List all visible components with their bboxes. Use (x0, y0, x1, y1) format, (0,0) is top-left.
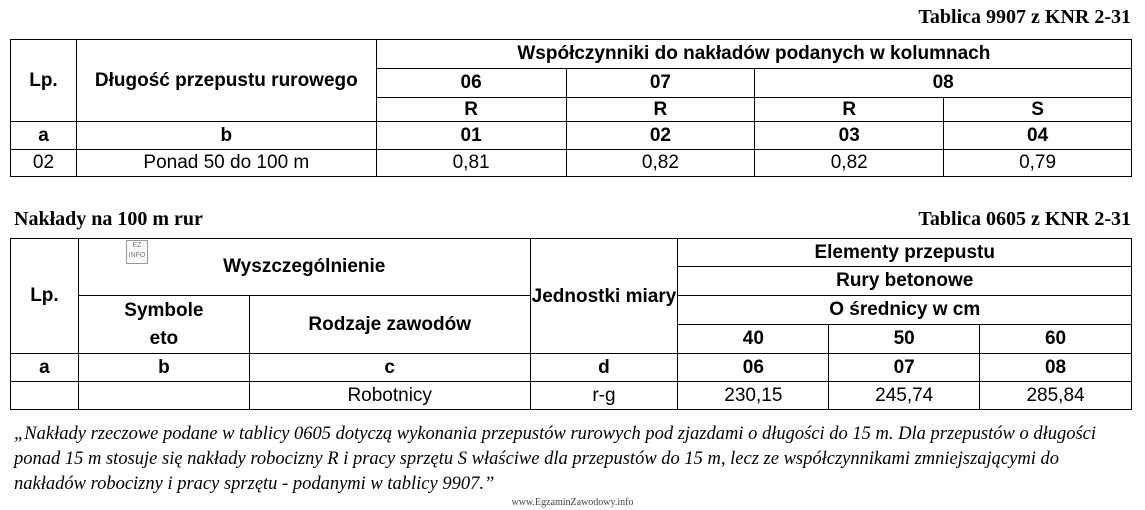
data-cell: 02 (11, 150, 77, 177)
table1-caption: Tablica 9907 z KNR 2-31 (918, 6, 1131, 28)
index-cell: 04 (944, 122, 1132, 150)
data-cell: 0,81 (376, 150, 566, 177)
data-cell: 0,79 (944, 150, 1132, 177)
column-07: 07 (566, 69, 755, 98)
index-cell: b (78, 354, 249, 382)
index-cell: a (11, 122, 77, 150)
type-cell: R (755, 98, 944, 122)
trades-header: Rodzaje zawodów (249, 296, 530, 354)
index-row (11, 354, 1132, 382)
expenditure-table (10, 238, 1132, 410)
coefficients-table (10, 39, 1132, 177)
data-cell (11, 382, 79, 410)
index-cell: b (76, 122, 376, 150)
ez-info-logo: EZ INFO (126, 240, 148, 264)
index-cell: 06 (678, 354, 829, 382)
table-row (11, 382, 1132, 410)
type-cell: R (566, 98, 755, 122)
data-cell (78, 382, 249, 410)
data-cell: 285,84 (980, 382, 1132, 410)
column-06: 06 (376, 69, 566, 98)
diameter-header: O średnicy w cm (678, 296, 1132, 325)
data-cell: r-g (530, 382, 678, 410)
lp-header: Lp. (11, 239, 79, 354)
data-cell: Ponad 50 do 100 m (76, 150, 376, 177)
type-cell: R (376, 98, 566, 122)
index-cell: a (11, 354, 79, 382)
watermark-text: www.EgzaminZawodowy.info (511, 497, 634, 508)
index-cell: d (530, 354, 678, 382)
diameter-cell: 40 (678, 325, 829, 354)
data-cell: 245,74 (829, 382, 980, 410)
index-cell: 01 (376, 122, 566, 150)
index-cell: c (249, 354, 530, 382)
index-row (11, 122, 1132, 150)
lp-header: Lp. (11, 40, 77, 122)
quote-text: „Nakłady rzeczowe podane w tablicy 0605 dotyczą wykonania przepustów rurowych pod zjazdami o długości do 15 m. Dla przepustów o długości ponad 15 m stosuje się nakłady robocizny R i pracy sprzętu S właściwe dla przepustów do 15 m, lecz ze współczynnikami zmniejszającymi do nakładów robocizny i pracy sprzętu - podanymi w tablicy 9907.” (14, 424, 1097, 494)
type-cell: S (944, 98, 1132, 122)
units-header: Jednostki miary (530, 239, 678, 354)
table2-right-caption: Tablica 0605 z KNR 2-31 (918, 208, 1131, 230)
column-08: 08 (755, 69, 1132, 98)
table2-left-caption: Nakłady na 100 m rur (14, 208, 203, 230)
pipes-header: Rury betonowe (678, 267, 1132, 296)
index-cell: 03 (755, 122, 944, 150)
index-cell: 07 (829, 354, 980, 382)
index-cell: 02 (566, 122, 755, 150)
specification-header: Wyszczególnienie (78, 239, 530, 296)
elements-header: Elementy przepustu (678, 239, 1132, 267)
coefficients-header: Współczynniki do nakładów podanych w kolumnach (376, 40, 1131, 69)
length-header: Długość przepustu rurowego (76, 40, 376, 122)
data-cell: Robotnicy (249, 382, 530, 410)
data-cell: 0,82 (755, 150, 944, 177)
index-cell: 08 (980, 354, 1132, 382)
symbols-header: Symbole eto (78, 296, 249, 354)
diameter-cell: 60 (980, 325, 1132, 354)
data-cell: 230,15 (678, 382, 829, 410)
data-cell: 0,82 (566, 150, 755, 177)
diameter-cell: 50 (829, 325, 980, 354)
table-row (11, 150, 1132, 177)
